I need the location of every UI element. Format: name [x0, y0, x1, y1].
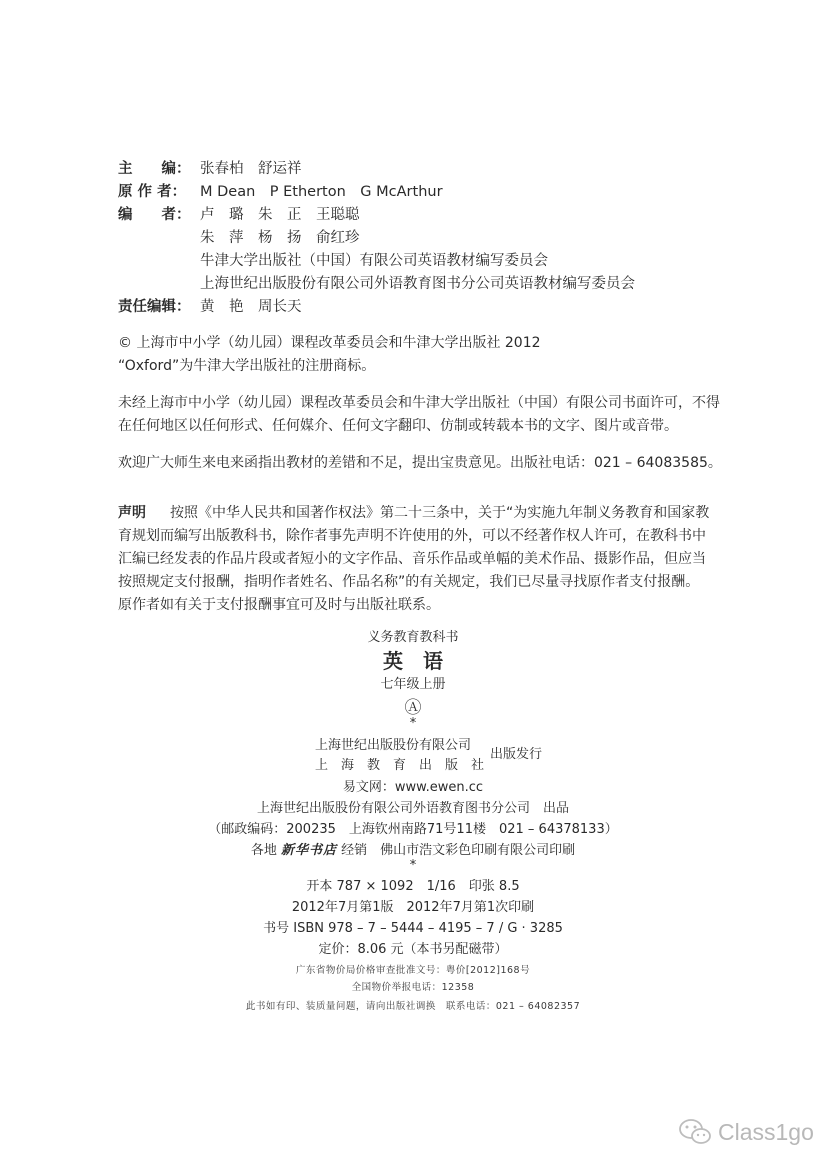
- original-authors-value: M Dean P Etherton G McArthur: [200, 184, 443, 200]
- publisher-address: （邮政编码：200235 上海钦州南路71号11楼 021 – 64378133）: [208, 822, 618, 837]
- chief-editor-label: 主 编：: [118, 161, 191, 177]
- original-authors-label: 原 作 者：: [118, 184, 187, 200]
- publisher-company: 上 海 教 育 出 版 社: [315, 758, 485, 773]
- price-approval: 广东省物价局价格审查批准文号：粤价[2012]168号: [295, 965, 531, 976]
- feedback-line: 欢迎广大师生来电来函指出教材的差错和不足，提出宝贵意见。出版社电话：021 – 64083585。: [118, 455, 722, 471]
- distribution-line: [0, 839, 826, 858]
- distribution-suffix: 经销 佛山市浩文彩色印刷有限公司印刷: [341, 843, 576, 858]
- publisher-role: 出版发行: [490, 747, 543, 762]
- wechat-icon: [678, 1118, 712, 1146]
- responsible-editors-label: 责任编辑：: [118, 299, 191, 315]
- price-hotline: 全国物价举报电话：12358: [351, 982, 475, 993]
- statement-line: 汇编已经发表的作品片段或者短小的文字作品、音乐作品或单幅的美术作品、摄影作品，但应当: [118, 551, 706, 567]
- edition-mark: Ⓐ: [404, 698, 422, 718]
- statement-line: 原作者如有关于支付报酬事宜可及时与出版社联系。: [118, 597, 440, 613]
- book-title: 英 语: [383, 649, 443, 673]
- publisher-website: 易文网：www.ewen.cc: [342, 780, 484, 795]
- responsible-editors-value: 黄 艳 周长天: [200, 299, 302, 315]
- permission-line: 未经上海市中小学（幼儿园）课程改革委员会和牛津大学出版社（中国）有限公司书面许可，不得: [118, 395, 720, 411]
- permission-line: 在任何地区以任何形式、任何媒介、任何文字翻印、仿制或转载本书的文字、图片或音带。: [118, 418, 678, 434]
- spec-price: 定价：8.06 元（本书另配磁带）: [318, 942, 508, 957]
- chief-editor-value: 张春柏 舒运祥: [200, 161, 302, 177]
- editors-line: 卢 璐 朱 正 王聪聪: [200, 207, 360, 223]
- editors-line: 朱 萍 杨 扬 俞红珍: [200, 230, 360, 246]
- quality-notice: 此书如有印、装质量问题，请向出版社调换 联系电话：021 – 64082357: [245, 1001, 581, 1012]
- spec-isbn: 书号 ISBN 978 – 7 – 5444 – 4195 – 7 / G · 3285: [263, 921, 563, 936]
- trademark-line: “Oxford”为牛津大学出版社的注册商标。: [118, 358, 376, 374]
- spec-format: 开本 787 × 1092 1/16 印张 8.5: [306, 879, 520, 894]
- separator-star: *: [409, 716, 417, 731]
- copyright-line: © 上海市中小学（幼儿园）课程改革委员会和牛津大学出版社 2012: [118, 335, 541, 351]
- publisher-company: 上海世纪出版股份有限公司: [315, 738, 472, 753]
- watermark: [678, 1118, 814, 1146]
- statement-line: 育规划而编写出版教科书，除作者事先声明不许使用的外，可以不经著作权人许可，在教科书中: [118, 528, 706, 544]
- statement-line: 按照规定支付报酬，指明作者姓名、作品名称”的有关规定，我们已尽量寻找原作者支付报酬。: [118, 574, 700, 590]
- publisher-producer: 上海世纪出版股份有限公司外语教育图书分公司 出品: [256, 801, 569, 816]
- editors-line: 牛津大学出版社（中国）有限公司英语教材编写委员会: [200, 253, 548, 269]
- statement-label: 声明: [118, 505, 146, 521]
- book-series: 义务教育教科书: [367, 630, 459, 645]
- separator-star: *: [409, 858, 417, 873]
- watermark-text: Class1go: [718, 1118, 814, 1145]
- statement-line: 按照《中华人民共和国著作权法》第二十三条中，关于“为实施九年制义务教育和国家教: [170, 505, 710, 521]
- distribution-prefix: 各地: [250, 843, 277, 858]
- editors-label: 编 者：: [118, 207, 191, 223]
- xinhua-bookstore-logo: 新华书店: [280, 843, 337, 858]
- editors-line: 上海世纪出版股份有限公司外语教育图书分公司英语教材编写委员会: [200, 276, 635, 292]
- spec-edition: 2012年7月第1版 2012年7月第1次印刷: [291, 900, 535, 915]
- book-grade: 七年级上册: [380, 677, 446, 692]
